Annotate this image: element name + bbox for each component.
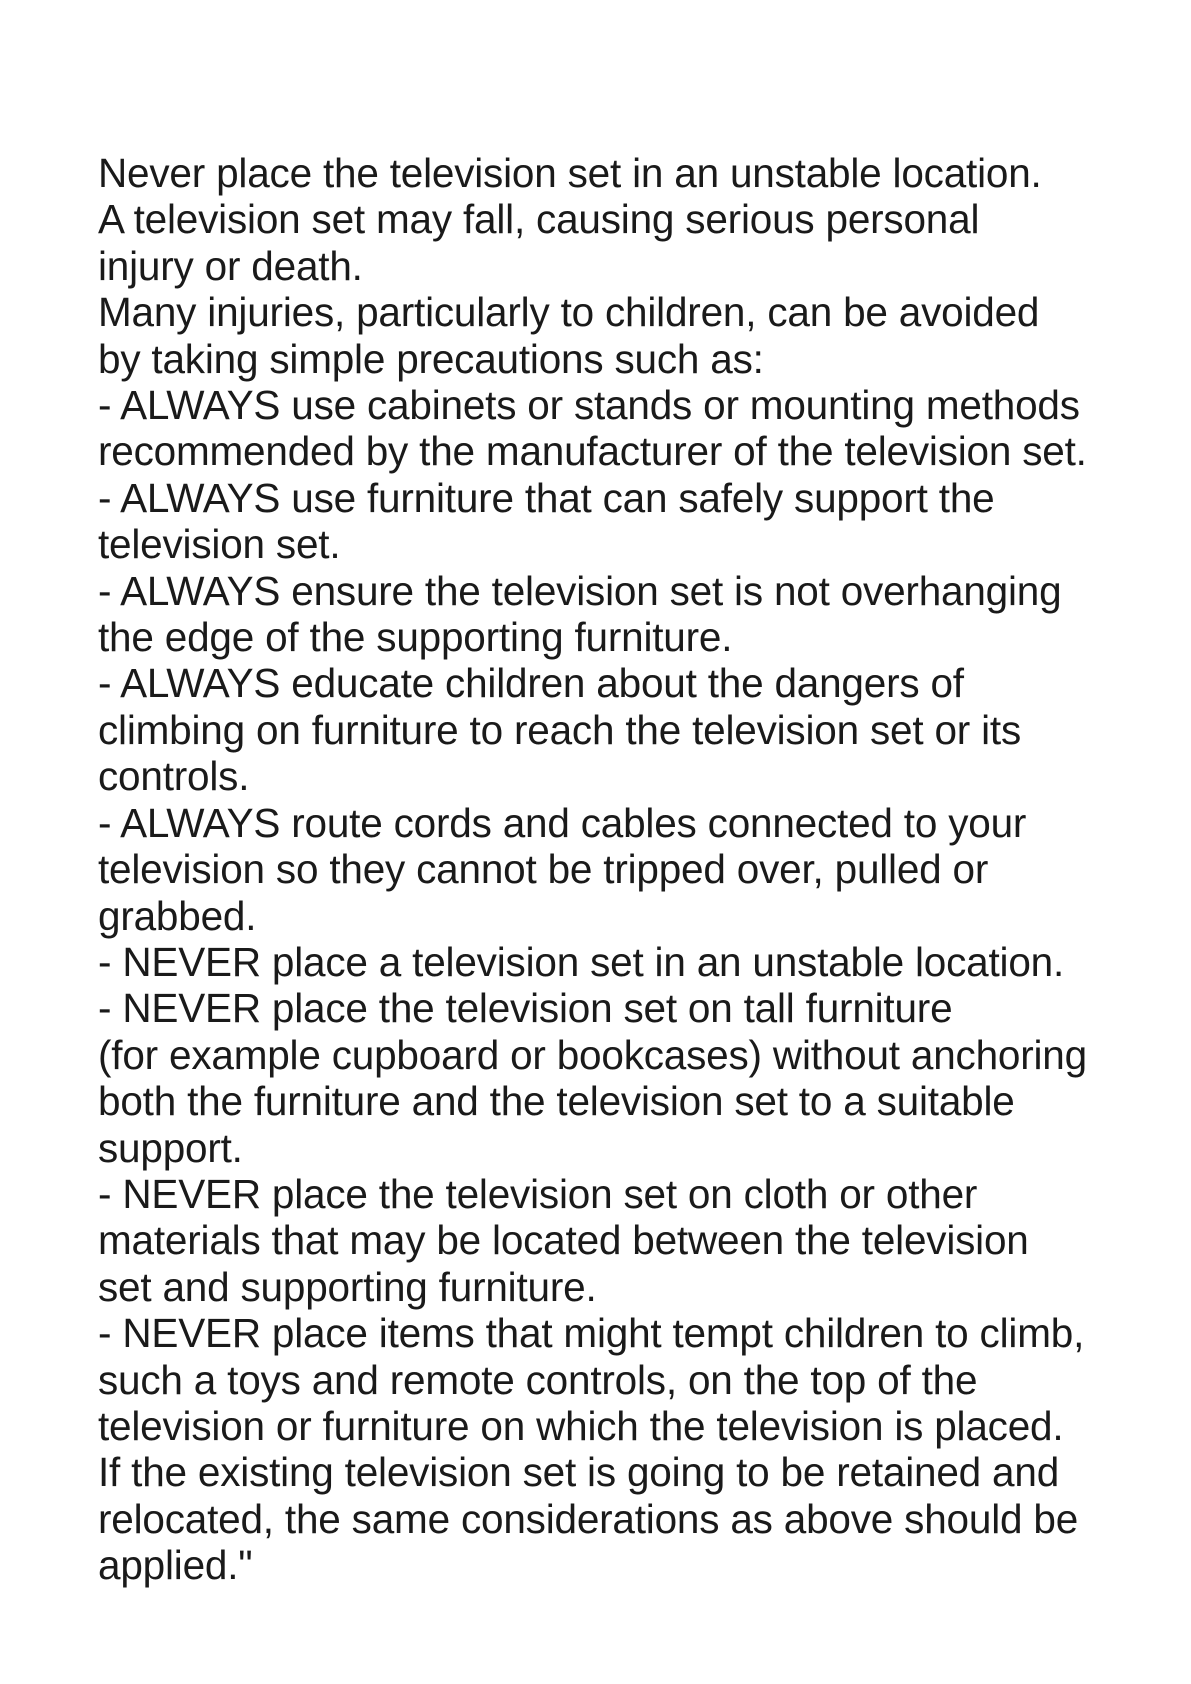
text-line: support. [98, 1124, 243, 1171]
text-line: Many injuries, particularly to children, can be avoided [98, 289, 1040, 336]
text-line: - NEVER place the television set on tall furniture [98, 985, 953, 1032]
text-line: A television set may fall, causing serious personal [98, 196, 980, 243]
text-line: television or furniture on which the television is placed. [98, 1402, 1064, 1449]
text-line: such a toys and remote controls, on the top of the [98, 1356, 978, 1403]
text-line: set and supporting furniture. [98, 1263, 597, 1310]
text-line: (for example cupboard or bookcases) without anchoring [98, 1031, 1087, 1078]
text-line: - NEVER place a television set in an unstable location. [98, 938, 1065, 985]
text-line: - ALWAYS route cords and cables connected to your [98, 799, 1027, 846]
text-line: applied." [98, 1542, 253, 1589]
text-line: grabbed. [98, 892, 257, 939]
text-line: If the existing television set is going to be retained and [98, 1449, 1060, 1496]
text-line: - ALWAYS use cabinets or stands or mounting methods [98, 382, 1080, 429]
text-line: both the furniture and the television set to a suitable [98, 1078, 1015, 1125]
text-line: by taking simple precautions such as: [98, 335, 764, 382]
text-line: - ALWAYS use furniture that can safely support the [98, 474, 995, 521]
text-line: television so they cannot be tripped over, pulled or [98, 846, 989, 893]
text-line: - ALWAYS educate children about the dangers of [98, 660, 964, 707]
text-line: - ALWAYS ensure the television set is not overhanging [98, 567, 1062, 614]
text-line: - NEVER place items that might tempt children to climb, [98, 1310, 1085, 1357]
text-line: controls. [98, 753, 250, 800]
text-line: climbing on furniture to reach the television set or its [98, 706, 1022, 753]
text-line: injury or death. [98, 242, 363, 289]
text-line: materials that may be located between the television [98, 1217, 1029, 1264]
text-line: - NEVER place the television set on cloth or other [98, 1170, 978, 1217]
text-line: television set. [98, 521, 341, 568]
text-line: recommended by the manufacturer of the television set. [98, 428, 1087, 475]
text-line: the edge of the supporting furniture. [98, 614, 733, 661]
safety-warning-text [98, 150, 1168, 1589]
text-line: relocated, the same considerations as above should be [98, 1495, 1079, 1542]
text-line: Never place the television set in an unstable location. [98, 150, 1042, 196]
